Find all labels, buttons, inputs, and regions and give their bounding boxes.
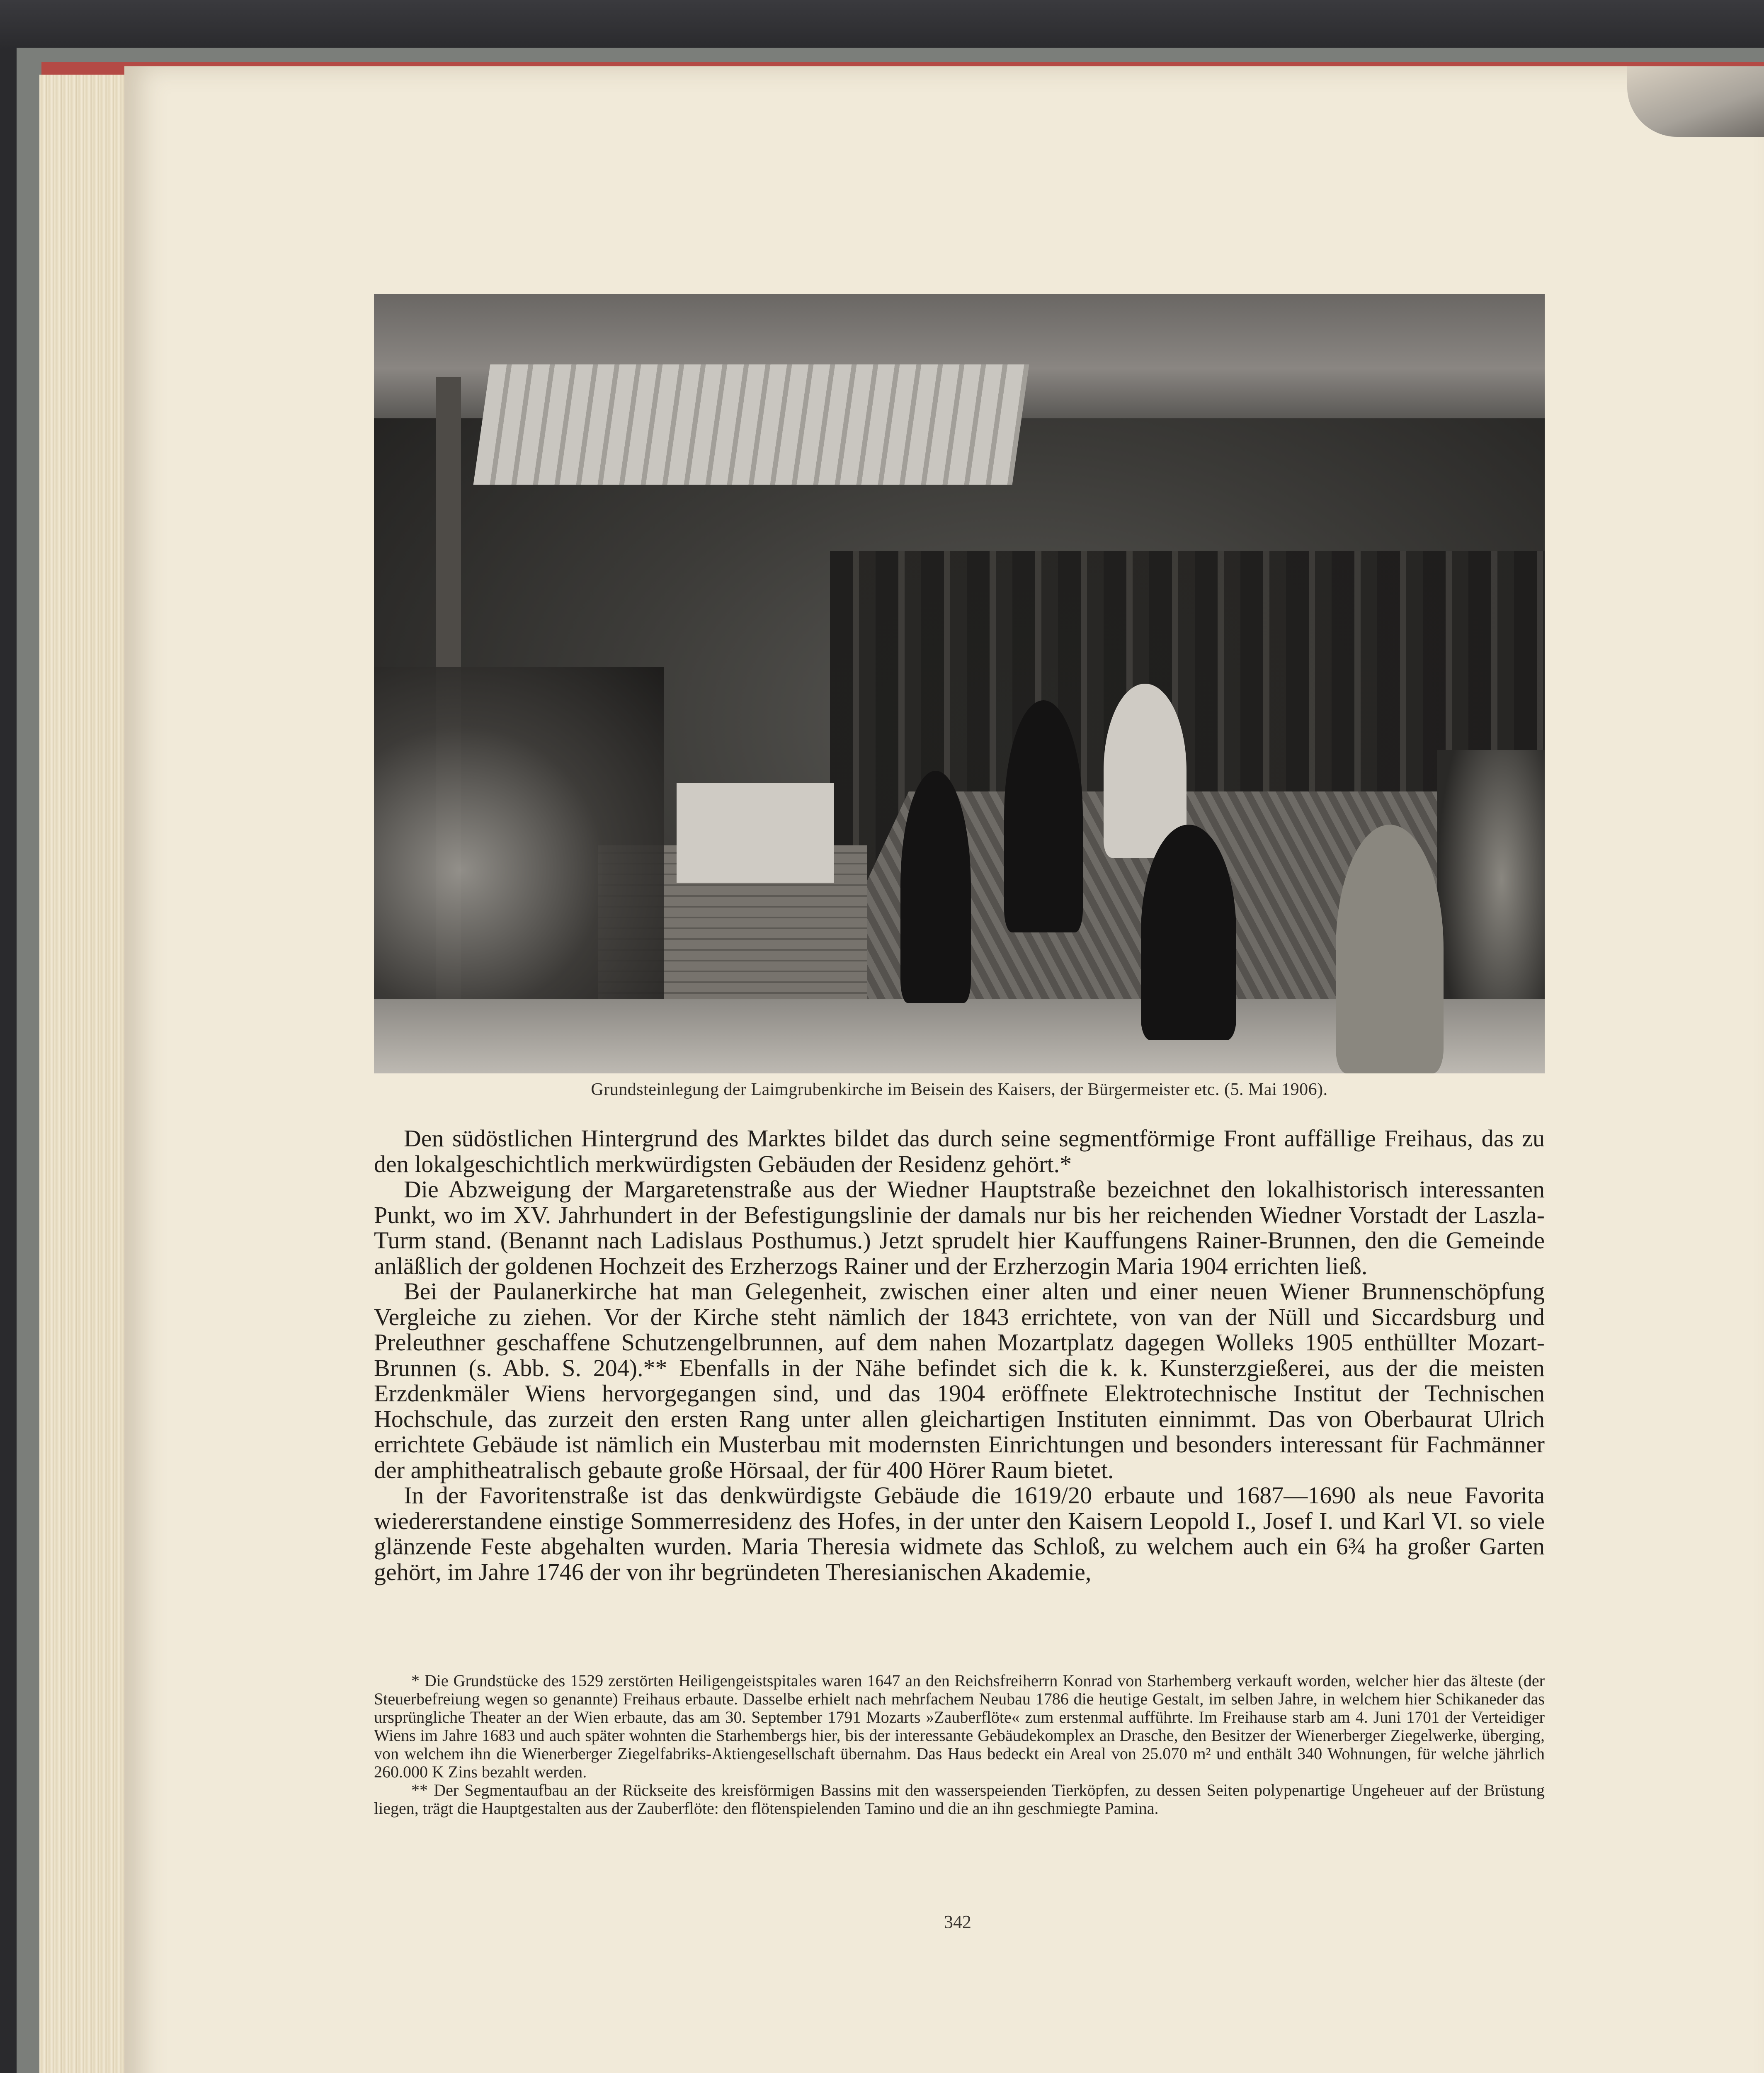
photograph xyxy=(374,294,1545,1073)
footnote: * Die Grundstücke des 1529 zerstörten Heiligengeistspitales waren 1647 an den Reichsfreiherrn Konrad von Starhemberg verkauft worden, welcher hier das älteste (der Steuerbefreiung wegen so genannte) Freihaus erbaute. Dasselbe erhielt nach mehrfachem Neubau 1786 die heutige Gestalt, im selben Jahre, in welchem hier Schikaneder das ursprüngliche Theater an der Wien erbaute, das am 30. September 1791 Mozarts »Zauberflöte« zum erstenmal aufführte. Im Freihause starb am 4. Juni 1701 der Verteidiger Wiens im Jahre 1683 und auch später wohnten die Starhembergs hier, bis der interessante Gebäudekomplex an Drasche, den Besitzer der Wienerberger Ziegelwerke, überging, von welchem ihn die Wienerberger Ziegelfabriks-Aktiengesellschaft übernahm. Das Haus bedeckt ein Areal von 25.070 m² und enthält 340 Wohnungen, für welche jährlich 260.000 K Zins bezahlt werden. xyxy=(374,1671,1545,1781)
photo-figure-guard xyxy=(1336,825,1444,1073)
page-number: 342 xyxy=(944,1912,971,1932)
photo-caption: Grundsteinlegung der Laimgrubenkirche im Beisein des Kaisers, der Bürgermeister etc. (5. Mai 1906). xyxy=(591,1080,1328,1099)
photo-foundation-stone xyxy=(677,783,834,883)
paragraph: In der Favoritenstraße ist das denkwürdigste Gebäude die 1619/20 erbaute und 1687—1690 als neue Favorita wiedererstandene einstige Sommerresidenz des Hofes, in der unter den Kaisern Leopold I., Josef I. und Karl VI. so viele glänzende Feste abgehalten wurden. Maria Theresia widmete das Schloß, zu welchem auch ein 6¾ ha großer Garten gehört, im Jahre 1746 der von ihr begründeten Theresianischen Akademie, xyxy=(374,1482,1545,1585)
photo-figure-left xyxy=(900,771,971,1003)
paragraph: Den südöstlichen Hintergrund des Marktes bildet das durch seine segmentförmige Front auffällige Freihaus, das zu den lokalgeschichtlich merkwürdigsten Gebäuden der Residenz gehört.* xyxy=(374,1125,1545,1177)
footnotes xyxy=(374,1672,1545,1818)
body-text xyxy=(374,1126,1545,1585)
paragraph: Bei der Paulanerkirche hat man Gelegenheit, zwischen einer alten und einer neuen Wiener Brunnenschöpfung Vergleiche zu ziehen. Vor der Kirche steht nämlich der 1843 errichtete, von van der Nüll und Siccardsburg und Preleuthner geschaffene Schutzengelbrunnen, auf dem nahen Mozartplatz dagegen Wolleks 1905 enthüllter Mozart-Brunnen (s. Abb. S. 204).** Ebenfalls in der Nähe befindet sich die k. k. Kunsterzgießerei, aus der die meisten Erzdenkmäler Wiens hervorgegangen sind, und das 1904 eröffnete Elektrotechnische Institut der Technischen Hochschule, das zurzeit den ersten Rang unter allen gleichartigen Instituten einnimmt. Das von Oberbaurat Ulrich errichtete Gebäude ist nämlich ein Musterbau mit modernsten Einrichtungen und besonders interessant für Fachmänner der amphitheatralisch gebaute große Hörsaal, der für 400 Hörer Raum bietet. xyxy=(374,1278,1545,1483)
torn-corner xyxy=(1627,66,1764,137)
photo-awning xyxy=(473,364,1029,485)
photo-figure-mayor xyxy=(1004,700,1083,932)
paragraph: Die Abzweigung der Margaretenstraße aus der Wiedner Hauptstraße bezeichnet den lokalhistorisch interessanten Punkt, wo im XV. Jahrhundert in der Befestigungslinie der damals nur bis her reichenden Wiedner Vorstadt der Laszla-Turm stand. (Benannt nach Ladislaus Posthumus.) Jetzt sprudelt hier Kauffungens Rainer-Brunnen, den die Gemeinde anläßlich der goldenen Hochzeit des Erzherzogs Rainer und der Erzherzogin Maria 1904 errichten ließ. xyxy=(374,1176,1545,1279)
photo-figure-page xyxy=(1141,825,1236,1040)
footnote: ** Der Segmentaufbau an der Rückseite des kreisförmigen Bassins mit den wasserspeienden Tierköpfen, zu dessen Seiten polypenartige Ungeheuer auf der Brüstung liegen, trägt die Hauptgestalten aus der Zauberflöte: den flötenspielenden Tamino und die an ihn geschmiegte Pamina. xyxy=(374,1781,1545,1818)
